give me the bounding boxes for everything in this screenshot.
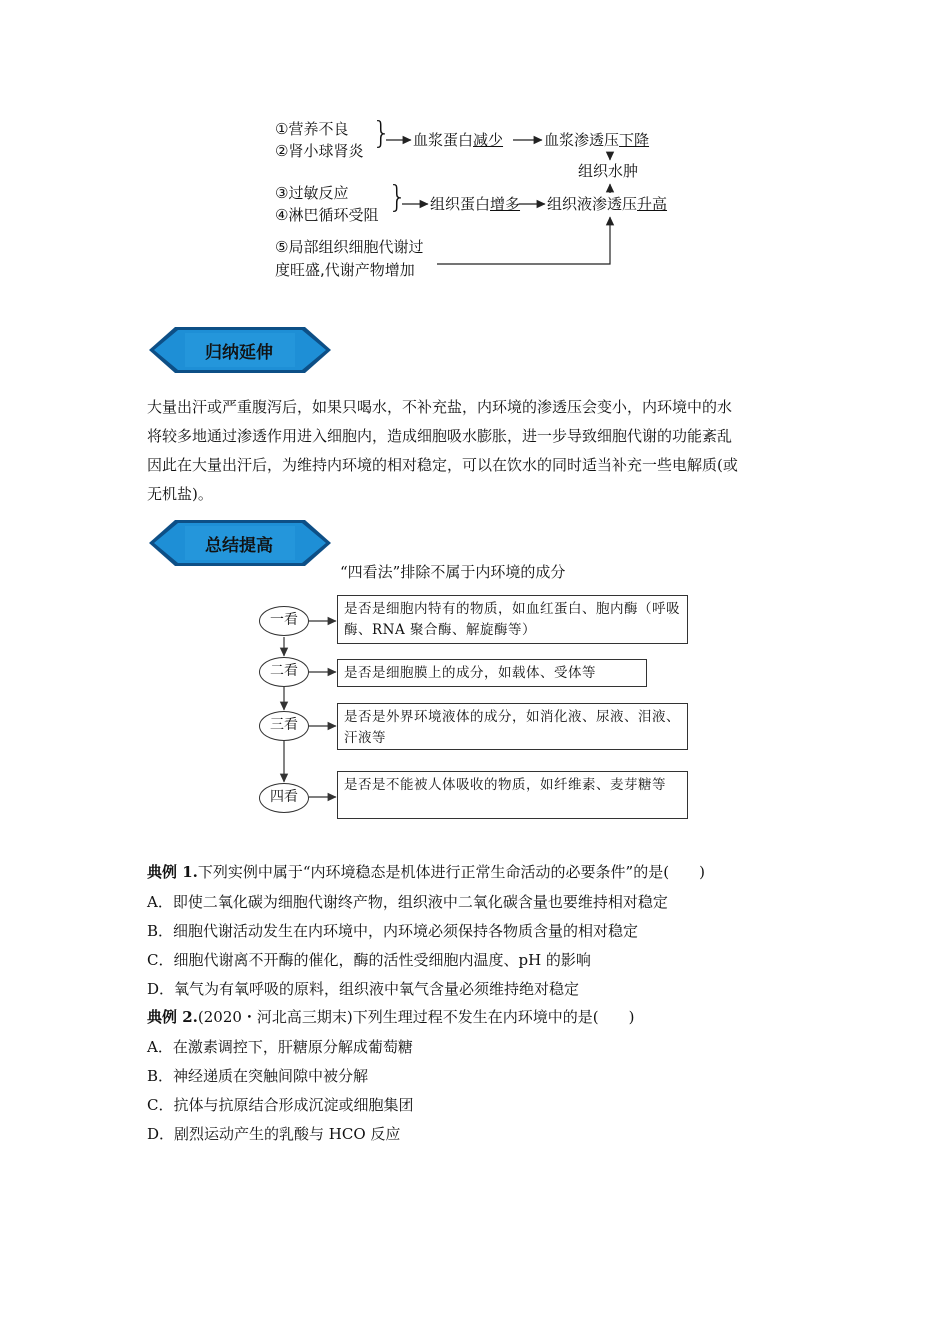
cause-lymph-blocked: ④淋巴循环受阻 bbox=[275, 206, 379, 224]
example-1-option-c: C．细胞代谢离不开酶的催化，酶的活性受细胞内温度、pH 的影响 bbox=[147, 951, 591, 969]
paragraph-line: 因此在大量出汗后，为维持内环境的相对稳定，可以在饮水的同时适当补充一些电解质(或 bbox=[147, 456, 738, 474]
example-2-option-a: A．在激素调控下，肝糖原分解成葡萄糖 bbox=[147, 1038, 413, 1056]
example-2-option-c: C．抗体与抗原结合形成沉淀或细胞集团 bbox=[147, 1096, 414, 1114]
plasma-protein-change: 减少 bbox=[473, 131, 504, 149]
paragraph-line: 大量出汗或严重腹泻后，如果只喝水，不补充盐，内环境的渗透压会变小，内环境中的水 bbox=[147, 398, 733, 416]
brace-2: } bbox=[388, 180, 408, 215]
step-4-oval: 四看 bbox=[259, 783, 309, 813]
example-2-option-d: D．剧烈运动产生的乳酸与 HCO 反应 bbox=[147, 1125, 401, 1143]
step-2-box: 是否是细胞膜上的成分，如载体、受体等 bbox=[337, 659, 647, 687]
step-3-box: 是否是外界环境液体的成分，如消化液、尿液、泪液、汗液等 bbox=[337, 703, 688, 750]
cause-malnutrition: ①营养不良 bbox=[275, 120, 349, 138]
cause-metabolism-line1: ⑤局部组织细胞代谢过 bbox=[275, 238, 424, 256]
tissue-protein-label: 组织蛋白 bbox=[430, 195, 491, 213]
example-1-option-d: D．氧气为有氧呼吸的原料，组织液中氧气含量必须维持绝对稳定 bbox=[147, 980, 580, 998]
step-3-oval: 三看 bbox=[259, 711, 309, 741]
plasma-protein-label: 血浆蛋白 bbox=[413, 131, 474, 149]
cause-metabolism-line2: 度旺盛,代谢产物增加 bbox=[275, 261, 415, 279]
step-2-oval: 二看 bbox=[259, 657, 309, 687]
paragraph-line: 无机盐)。 bbox=[147, 485, 213, 503]
cause-nephritis: ②肾小球肾炎 bbox=[275, 142, 364, 160]
step-1-oval: 一看 bbox=[259, 606, 309, 636]
example-1-option-a: A．即使二氧化碳为细胞代谢终产物，组织液中二氧化碳含量也要维持相对稳定 bbox=[147, 893, 668, 911]
step-4-box: 是否是不能被人体吸收的物质，如纤维素、麦芽糖等 bbox=[337, 771, 688, 819]
badge-summary-label: 总结提高 bbox=[205, 536, 273, 556]
step-1-box: 是否是细胞内特有的物质，如血红蛋白、胞内酶（呼吸酶、RNA 聚合酶、解旋酶等） bbox=[337, 595, 688, 644]
badge-induction-label: 归纳延伸 bbox=[205, 343, 273, 363]
tissue-pressure-change: 升高 bbox=[637, 195, 668, 213]
cause-allergy: ③过敏反应 bbox=[275, 184, 349, 202]
four-look-title: “四看法”排除不属于内环境的成分 bbox=[340, 563, 566, 581]
example-2-question: (2020・河北高三期末)下列生理过程不发生在内环境中的是( ) bbox=[197, 1008, 635, 1026]
tissue-edema: 组织水肿 bbox=[578, 162, 639, 180]
tissue-protein-change: 增多 bbox=[490, 195, 521, 213]
brace-1: } bbox=[372, 116, 392, 151]
plasma-pressure-change: 下降 bbox=[619, 131, 650, 149]
example-2-stem bbox=[147, 1006, 634, 1027]
tissue-pressure-label: 组织液渗透压 bbox=[547, 195, 638, 213]
paragraph-line: 将较多地通过渗透作用进入细胞内，造成细胞吸水膨胀，进一步导致细胞代谢的功能紊乱 bbox=[147, 427, 733, 445]
example-1-question: 下列实例中属于“内环境稳态是机体进行正常生命活动的必要条件”的是( ) bbox=[197, 863, 705, 881]
example-1-option-b: B．细胞代谢活动发生在内环境中，内环境必须保持各物质含量的相对稳定 bbox=[147, 922, 639, 940]
example-2-option-b: B．神经递质在突触间隙中被分解 bbox=[147, 1067, 369, 1085]
plasma-pressure-label: 血浆渗透压 bbox=[544, 131, 620, 149]
example-1-label: 典例 1. bbox=[147, 863, 198, 881]
example-2-label: 典例 2. bbox=[147, 1008, 198, 1026]
example-1-stem bbox=[147, 861, 705, 882]
